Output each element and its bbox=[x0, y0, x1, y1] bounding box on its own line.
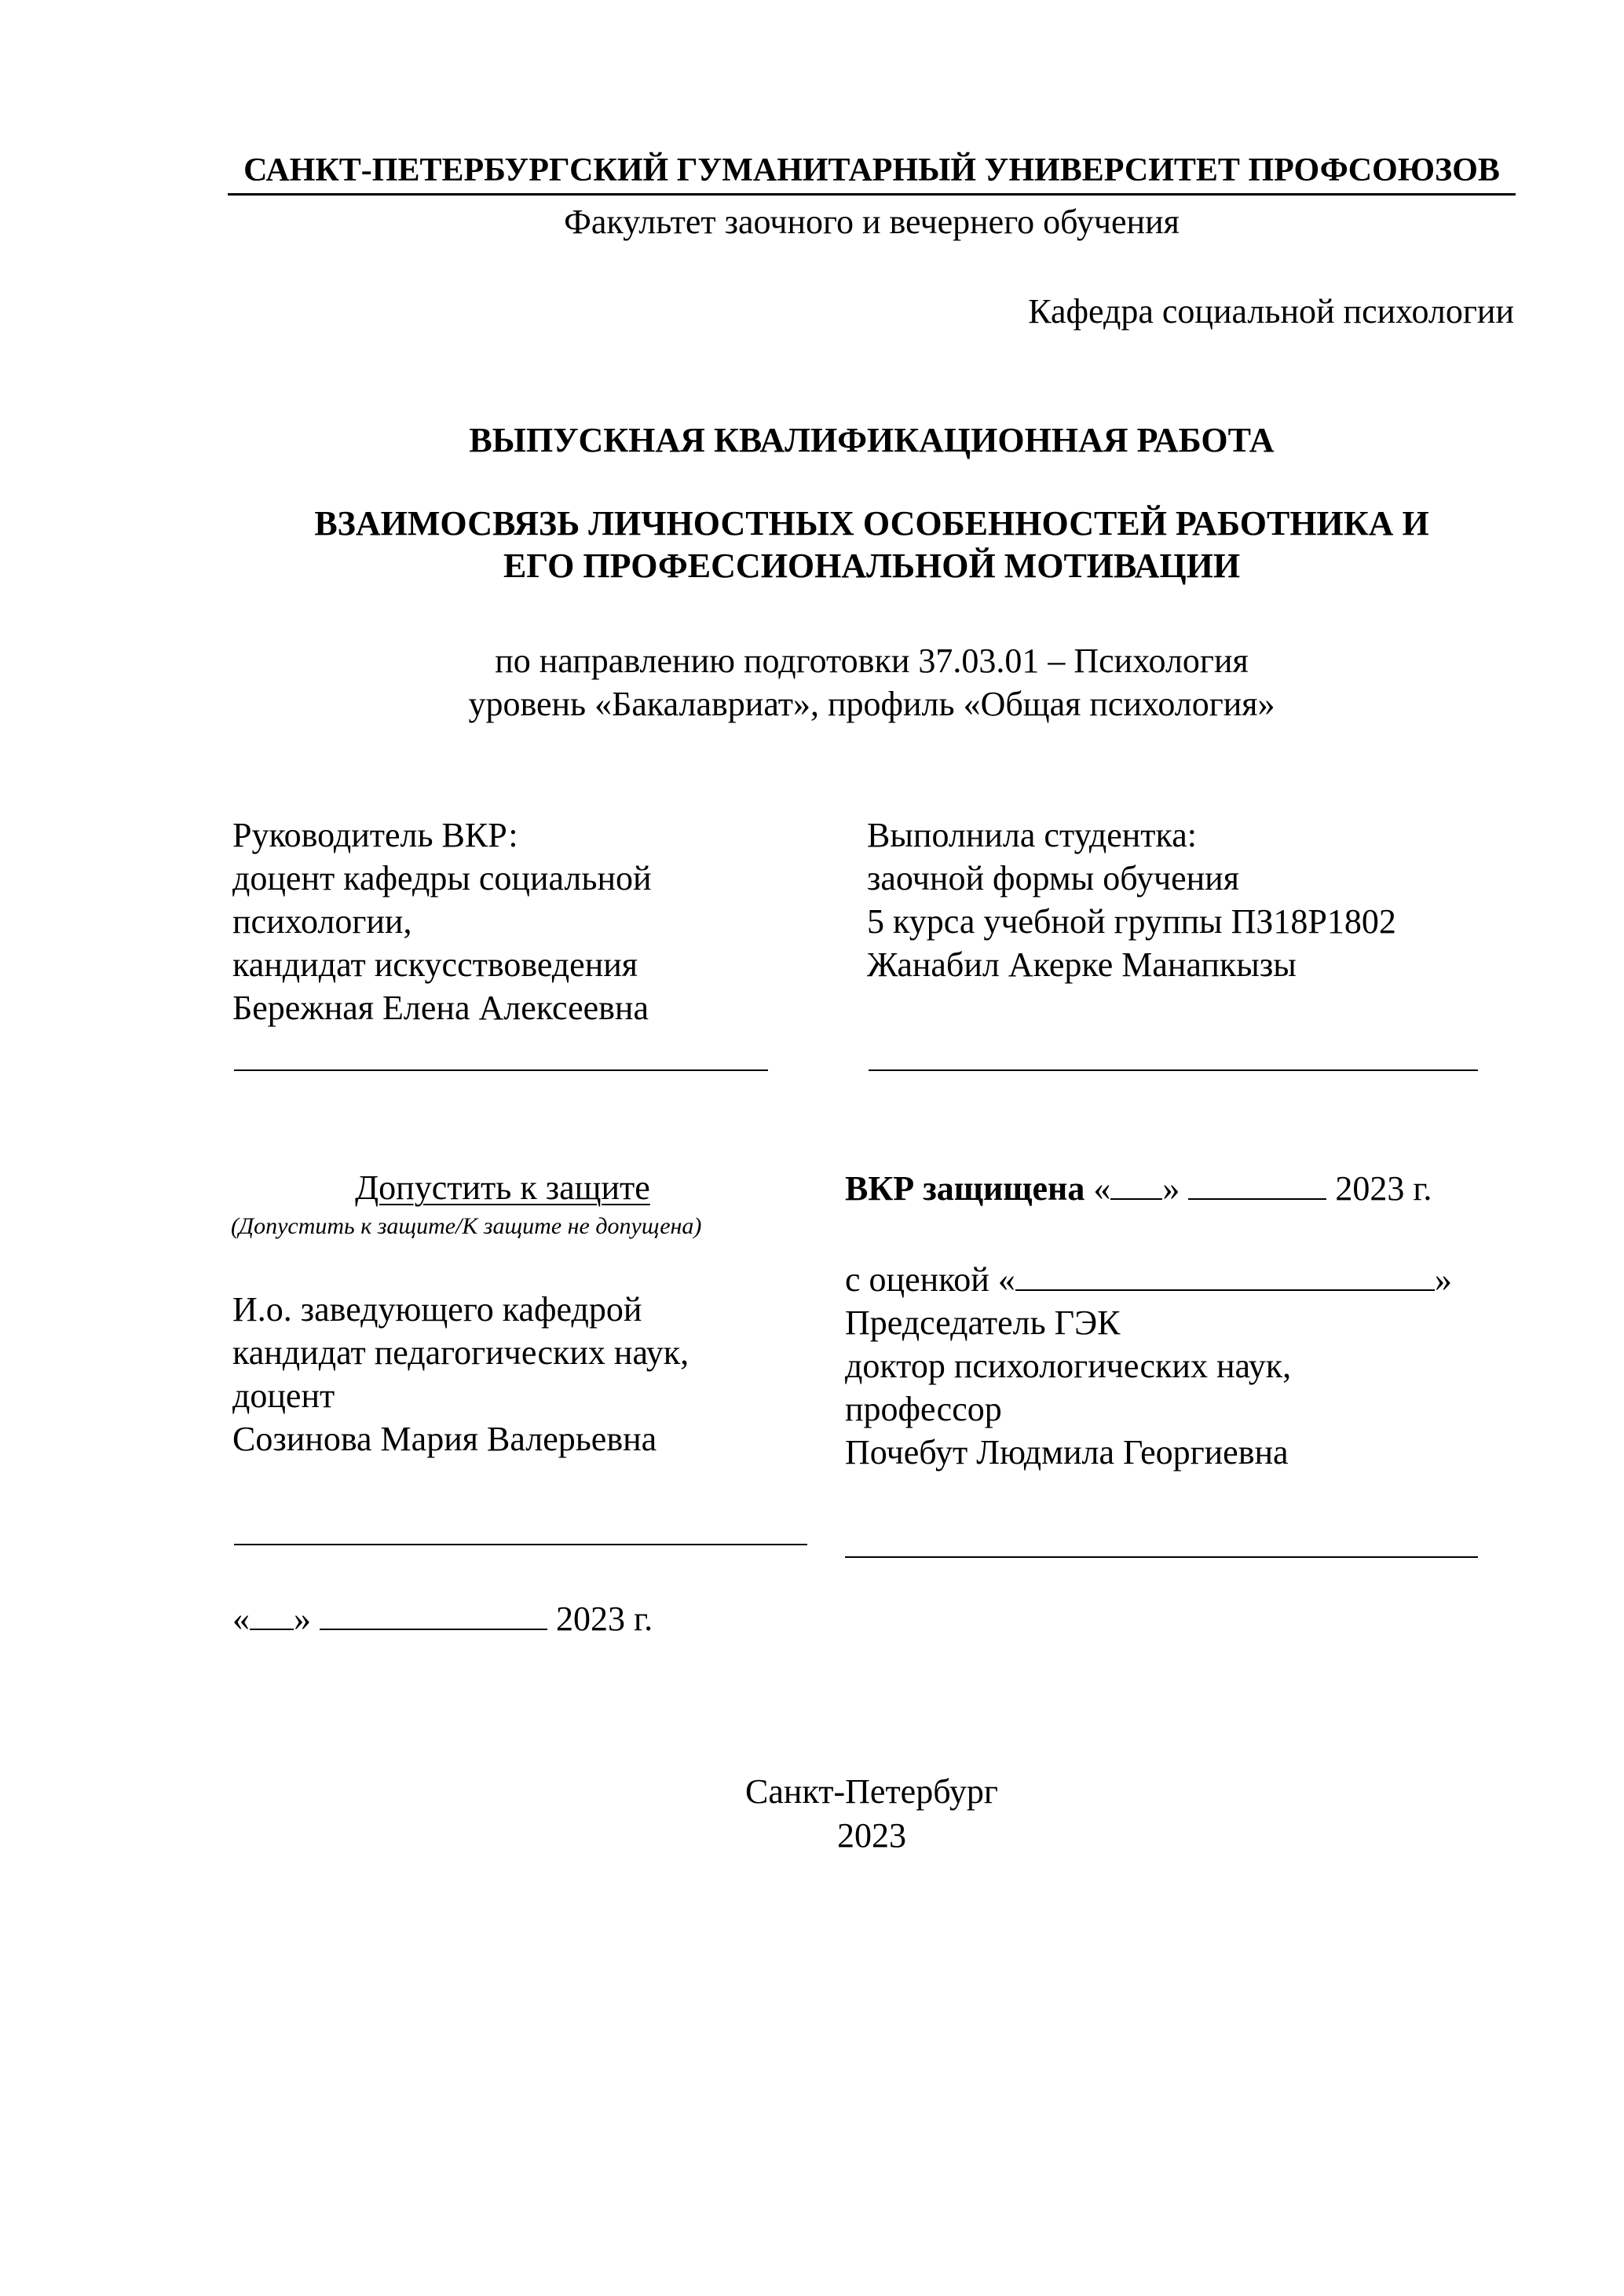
supervisor-line: психологии, bbox=[232, 902, 412, 941]
defense-year: 2023 г. bbox=[1335, 1169, 1432, 1208]
committee-chair-signature-line bbox=[845, 1556, 1478, 1558]
day-blank bbox=[250, 1597, 294, 1630]
thesis-topic bbox=[228, 503, 1516, 587]
student-line: Выполнила студентка: bbox=[867, 816, 1197, 854]
committee-chair-block bbox=[845, 1301, 1291, 1474]
defense-grade bbox=[845, 1258, 1452, 1301]
student-line: заочной формы обучения bbox=[867, 859, 1239, 898]
supervisor-line: Руководитель ВКР: bbox=[232, 816, 518, 854]
study-direction-line-2: уровень «Бакалавриат», профиль «Общая психология» bbox=[468, 685, 1275, 723]
supervisor-block bbox=[232, 813, 652, 1029]
grade-prefix: с оценкой « bbox=[845, 1260, 1015, 1299]
admission-date bbox=[232, 1597, 653, 1640]
grade-suffix: » bbox=[1434, 1260, 1452, 1299]
defense-status bbox=[845, 1167, 1432, 1210]
footer-year: 2023 bbox=[837, 1816, 906, 1855]
defense-label: ВКР защищена bbox=[845, 1169, 1085, 1208]
study-direction bbox=[228, 639, 1516, 726]
supervisor-signature-line bbox=[234, 1069, 768, 1071]
footer bbox=[0, 1770, 1624, 1858]
date-quote-open: « bbox=[1093, 1169, 1111, 1208]
city-name: Санкт-Петербург bbox=[745, 1772, 998, 1811]
department-head-line: доцент bbox=[232, 1377, 335, 1415]
thesis-topic-line-1: ВЗАИМОСВЯЗЬ ЛИЧНОСТНЫХ ОСОБЕННОСТЕЙ РАБОТНИКА И bbox=[314, 504, 1429, 543]
supervisor-name: Бережная Елена Алексеевна bbox=[232, 989, 649, 1027]
date-quote-close: » bbox=[294, 1600, 311, 1638]
supervisor-line: кандидат искусствоведения bbox=[232, 945, 638, 984]
supervisor-line: доцент кафедры социальной bbox=[232, 859, 652, 898]
study-direction-line-1: по направлению подготовки 37.03.01 – Психология bbox=[495, 642, 1249, 680]
date-quote-open: « bbox=[232, 1600, 250, 1638]
committee-chair-line: Председатель ГЭК bbox=[845, 1303, 1121, 1342]
date-quote-close: » bbox=[1162, 1169, 1180, 1208]
department-name: Кафедра социальной психологии bbox=[1028, 292, 1514, 331]
student-line: 5 курса учебной группы ПЗ18Р1802 bbox=[867, 902, 1396, 941]
work-type: ВЫПУСКНАЯ КВАЛИФИКАЦИОННАЯ РАБОТА bbox=[469, 421, 1275, 459]
committee-chair-line: доктор психологических наук, bbox=[845, 1347, 1292, 1385]
header-rule bbox=[228, 193, 1516, 196]
admission-hint: (Допустить к защите/К защите не допущена) bbox=[231, 1213, 702, 1239]
university-name: САНКТ-ПЕТЕРБУРГСКИЙ ГУМАНИТАРНЫЙ УНИВЕРСИТЕТ ПРОФСОЮЗОВ bbox=[243, 152, 1500, 188]
day-blank bbox=[1110, 1167, 1162, 1200]
month-blank bbox=[320, 1597, 547, 1630]
department-head-name: Созинова Мария Валерьевна bbox=[232, 1420, 657, 1458]
student-signature-line bbox=[869, 1069, 1478, 1071]
student-block bbox=[867, 813, 1396, 986]
department-head-line: кандидат педагогических наук, bbox=[232, 1333, 689, 1372]
department-head-signature-line bbox=[234, 1544, 807, 1545]
student-name: Жанабил Акерке Манапкызы bbox=[867, 945, 1297, 984]
admission-decision: Допустить к защите bbox=[355, 1168, 650, 1207]
department-head-line: И.о. заведующего кафедрой bbox=[232, 1290, 642, 1329]
committee-chair-line: профессор bbox=[845, 1390, 1002, 1428]
committee-chair-name: Почебут Людмила Георгиевна bbox=[845, 1433, 1289, 1472]
thesis-topic-line-2: ЕГО ПРОФЕССИОНАЛЬНОЙ МОТИВАЦИИ bbox=[503, 547, 1241, 585]
month-blank bbox=[1188, 1167, 1326, 1200]
faculty-name: Факультет заочного и вечернего обучения bbox=[564, 203, 1180, 241]
admission-year: 2023 г. bbox=[556, 1600, 653, 1638]
grade-blank bbox=[1015, 1258, 1435, 1291]
department-head-block bbox=[232, 1288, 689, 1461]
